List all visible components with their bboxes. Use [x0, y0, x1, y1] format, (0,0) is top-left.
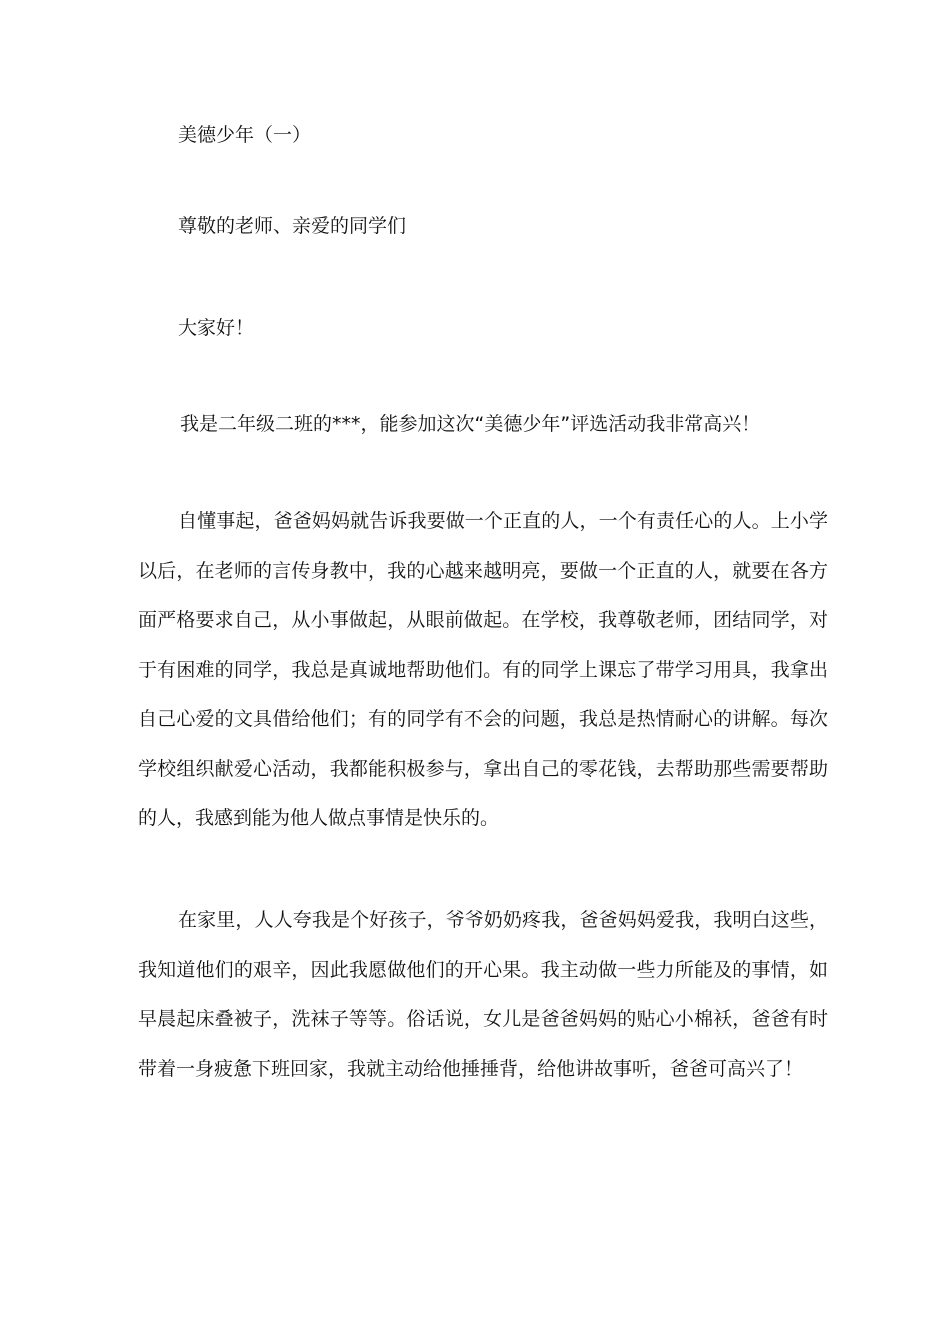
document-title: 美德少年（一） [178, 124, 312, 146]
body-paragraph-1: 自懂事起，爸爸妈妈就告诉我要做一个正直的人，一个有责任心的人。上小学以后，在老师的言传身教中，我的心越来越明亮，要做一个正直的人，就要在各方面严格要求自己，从小事做起，从眼前做起。在学校，我尊敬老师，团结同学，对于有困难的同学，我总是真诚地帮助他们。有的同学上课忘了带学习用具，我拿出自己心爱的文具借给他们；有的同学有不会的问题，我总是热情耐心的讲解。每次学校组织献爱心活动，我都能积极参与，拿出自己的零花钱，去帮助那些需要帮助的人，我感到能为他人做点事情是快乐的。 [138, 510, 828, 829]
body-paragraph-2: 在家里，人人夸我是个好孩子，爷爷奶奶疼我，爸爸妈妈爱我，我明白这些，我知道他们的艰辛，因此我愿做他们的开心果。我主动做一些力所能及的事情，如早晨起床叠被子，洗袜子等等。俗话说，女儿是爸爸妈妈的贴心小棉袄，爸爸有时带着一身疲惫下班回家，我就主动给他捶捶背，给他讲故事听，爸爸可高兴了！ [138, 909, 828, 1080]
greeting: 大家好！ [178, 317, 255, 339]
intro-line: 我是二年级二班的***，能参加这次“美德少年”评选活动我非常高兴！ [180, 413, 761, 435]
salutation: 尊敬的老师、亲爱的同学们 [178, 215, 407, 237]
